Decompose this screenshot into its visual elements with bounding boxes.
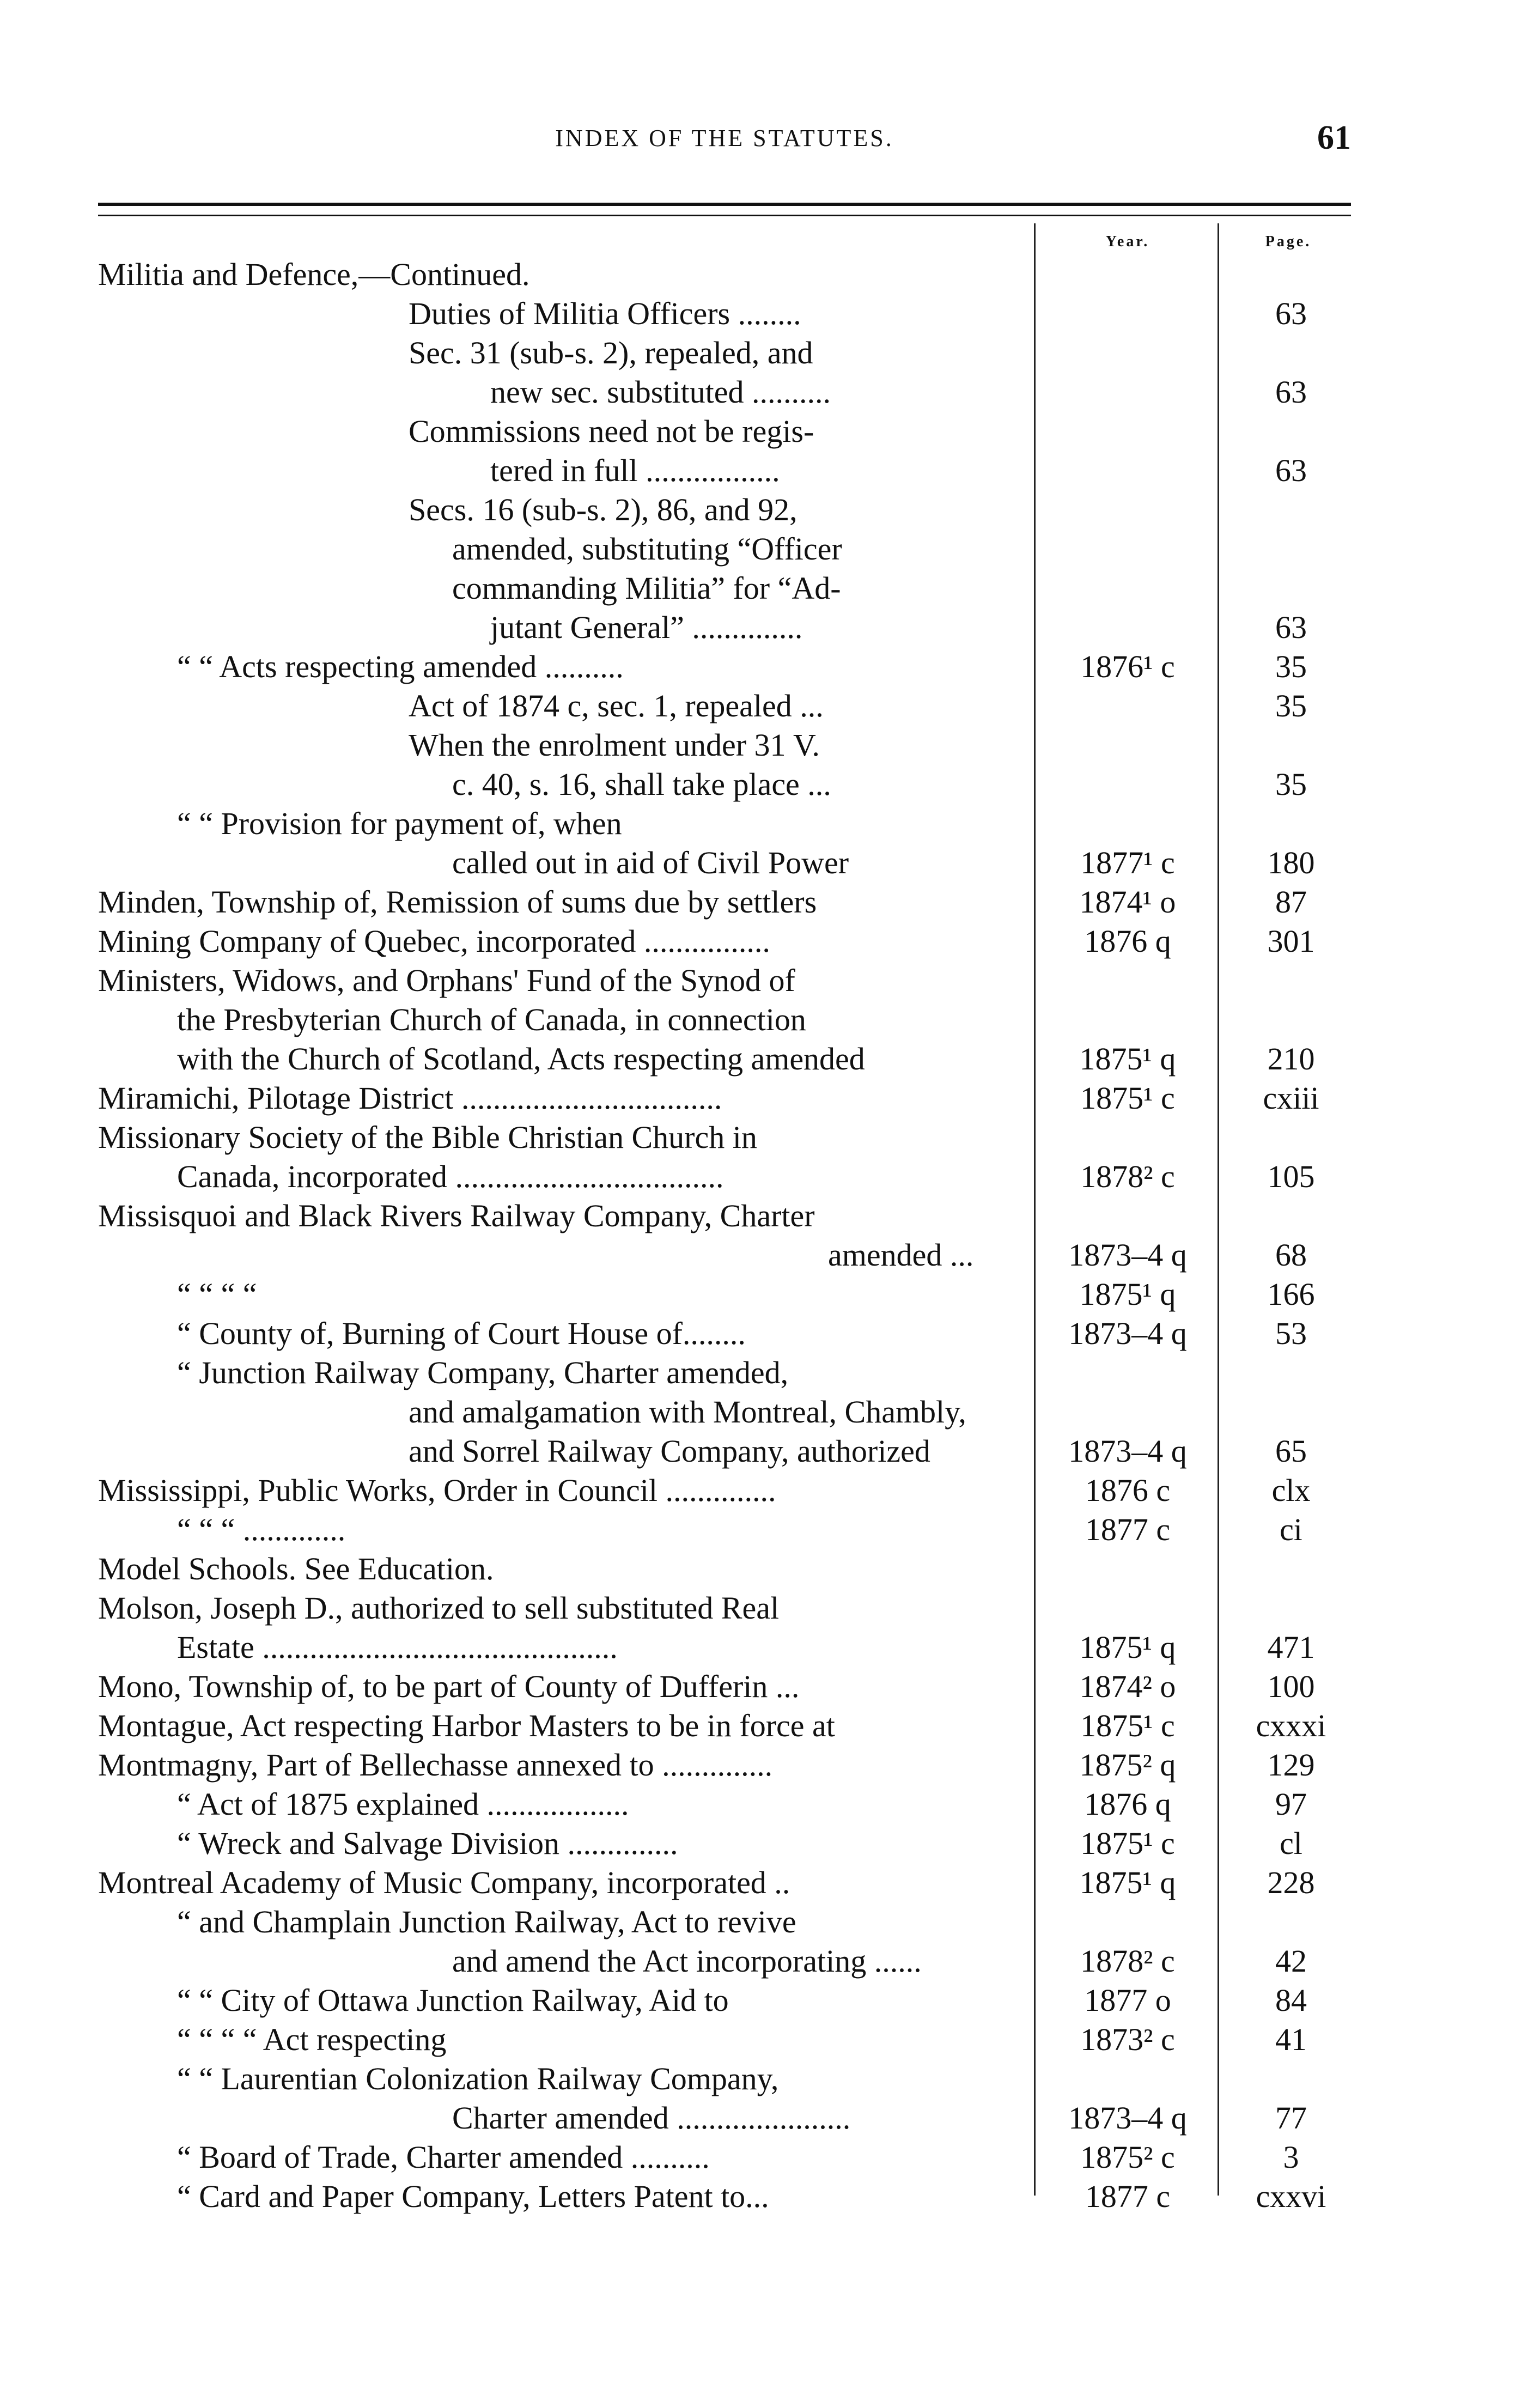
index-line (98, 1785, 1362, 1824)
entry-text: tered in full ................. (490, 453, 780, 488)
entry-page: 35 (1275, 688, 1307, 723)
entry-text: Minden, Township of, Remission of sums due by settlers (98, 884, 817, 920)
entry-text: Canada, incorporated .................................. (177, 1159, 724, 1194)
entry-page: 68 (1275, 1237, 1307, 1273)
index-line (98, 1706, 1362, 1746)
entry-year: 1874² o (1079, 1669, 1176, 1704)
year-column-heading: Year. (1105, 233, 1150, 250)
entry-page: 166 (1267, 1276, 1315, 1312)
page-header (98, 119, 1351, 168)
index-line (98, 333, 1362, 373)
entry-page: 63 (1275, 296, 1307, 331)
entry-year: 1876 c (1085, 1473, 1171, 1508)
entry-page: 97 (1275, 1786, 1307, 1822)
entry-text: Secs. 16 (sub-s. 2), 86, and 92, (409, 492, 798, 527)
index-line (98, 1471, 1362, 1510)
entry-year: 1877 c (1085, 2179, 1171, 2214)
index-line (98, 1628, 1362, 1667)
entry-text: “ “ “ “ Act respecting (177, 2022, 447, 2057)
entry-page: 35 (1275, 767, 1307, 802)
page-column-heading: Page. (1265, 233, 1312, 250)
index-line (98, 1667, 1362, 1706)
index-line (98, 1236, 1362, 1275)
index-entries (98, 255, 1362, 2216)
index-line (98, 922, 1362, 961)
entry-page: 41 (1275, 2022, 1307, 2057)
entry-year: 1875² c (1080, 2139, 1175, 2175)
entry-year: 1877¹ c (1080, 845, 1175, 880)
index-line (98, 1079, 1362, 1118)
entry-page: 53 (1275, 1316, 1307, 1351)
entry-year: 1875² q (1079, 1747, 1176, 1783)
entry-year: 1878² c (1080, 1943, 1175, 1979)
entry-year: 1874¹ o (1079, 884, 1176, 920)
entry-text: Miramichi, Pilotage District ................................. (98, 1080, 722, 1116)
entry-text: “ Board of Trade, Charter amended .......... (177, 2139, 710, 2175)
entry-text: new sec. substituted .......... (490, 374, 831, 410)
index-line (98, 490, 1362, 530)
index-line (98, 2099, 1362, 2138)
entry-text: Missionary Society of the Bible Christian Church in (98, 1120, 757, 1155)
entry-page: 129 (1267, 1747, 1315, 1783)
entry-year: 1875¹ c (1080, 1826, 1175, 1861)
entry-text: “ and Champlain Junction Railway, Act to revive (177, 1904, 796, 1939)
entry-text: the Presbyterian Church of Canada, in connection (177, 1002, 806, 1037)
entry-year: 1873–4 q (1068, 1316, 1187, 1351)
index-line (98, 843, 1362, 883)
index-line (98, 569, 1362, 608)
entry-page: 77 (1275, 2100, 1307, 2136)
index-line (98, 530, 1362, 569)
entry-text: “ County of, Burning of Court House of........ (177, 1316, 746, 1351)
header-rule-thick (98, 203, 1351, 206)
index-line (98, 1196, 1362, 1236)
entry-text: c. 40, s. 16, shall take place ... (452, 767, 831, 802)
entry-page: 35 (1275, 649, 1307, 684)
entry-year: 1875¹ q (1079, 1865, 1176, 1900)
entry-text: Militia and Defence,—Continued. (98, 257, 530, 292)
entry-text: Duties of Militia Officers ........ (409, 296, 801, 331)
entry-text: and Sorrel Railway Company, authorized (409, 1433, 930, 1469)
index-line (98, 2059, 1362, 2099)
entry-year: 1873–4 q (1068, 2100, 1187, 2136)
index-line (98, 1000, 1362, 1039)
index-line (98, 1902, 1362, 1942)
index-line (98, 647, 1362, 686)
entry-year: 1875¹ q (1079, 1629, 1176, 1665)
index-line (98, 726, 1362, 765)
entry-year: 1875¹ c (1080, 1080, 1175, 1116)
entry-year: 1873–4 q (1068, 1433, 1187, 1469)
entry-page: 65 (1275, 1433, 1307, 1469)
index-line (98, 1314, 1362, 1353)
running-title: INDEX OF THE STATUTES. (555, 125, 894, 151)
index-line (98, 1157, 1362, 1196)
index-line (98, 294, 1362, 333)
header-rule-thin (98, 215, 1351, 216)
entry-page: clx (1271, 1473, 1311, 1508)
index-line (98, 765, 1362, 804)
entry-text: jutant General” .............. (490, 610, 803, 645)
entry-text: Charter amended ...................... (452, 2100, 851, 2136)
entry-text: Montreal Academy of Music Company, incorporated .. (98, 1865, 790, 1900)
entry-text: Commissions need not be regis- (409, 414, 814, 449)
entry-text: “ “ Acts respecting amended .......... (177, 649, 624, 684)
entry-page: ci (1280, 1512, 1302, 1547)
entry-text: “ Junction Railway Company, Charter amended, (177, 1355, 789, 1390)
entry-text: Missisquoi and Black Rivers Railway Company, Charter (98, 1198, 815, 1233)
entry-text: When the enrolment under 31 V. (409, 727, 820, 763)
entry-year: 1875¹ c (1080, 1708, 1175, 1743)
index-line (98, 1353, 1362, 1392)
entry-text: with the Church of Scotland, Acts respecting amended (177, 1041, 865, 1077)
entry-page: 87 (1275, 884, 1307, 920)
entry-page: 471 (1267, 1629, 1315, 1665)
index-line (98, 1863, 1362, 1902)
index-line (98, 608, 1362, 647)
entry-text: called out in aid of Civil Power (452, 845, 849, 880)
entry-year: 1877 c (1085, 1512, 1171, 1547)
entry-year: 1876¹ c (1080, 649, 1175, 684)
entry-text: Montmagny, Part of Bellechasse annexed to .............. (98, 1747, 773, 1783)
entry-page: 228 (1267, 1865, 1315, 1900)
entry-year: 1875¹ q (1079, 1276, 1176, 1312)
index-line (98, 2020, 1362, 2059)
entry-text: “ Act of 1875 explained .................. (177, 1786, 629, 1822)
entry-text: Estate ............................................. (177, 1629, 618, 1665)
entry-year: 1876 q (1084, 923, 1171, 959)
entry-page: 63 (1275, 610, 1307, 645)
entry-page: 180 (1267, 845, 1315, 880)
entry-text: and amend the Act incorporating ...... (452, 1943, 922, 1979)
entry-text: Ministers, Widows, and Orphans' Fund of the Synod of (98, 963, 795, 998)
index-line (98, 1589, 1362, 1628)
index-line (98, 961, 1362, 1000)
entry-page: 42 (1275, 1943, 1307, 1979)
index-line (98, 1039, 1362, 1079)
entry-text: Act of 1874 c, sec. 1, repealed ... (409, 688, 824, 723)
index-line (98, 1942, 1362, 1981)
entry-text: and amalgamation with Montreal, Chambly, (409, 1394, 966, 1430)
index-line (98, 1275, 1362, 1314)
entry-text: Molson, Joseph D., authorized to sell substituted Real (98, 1590, 780, 1626)
entry-text: “ “ “ ............. (177, 1512, 346, 1547)
entry-page: cl (1280, 1826, 1302, 1861)
entry-text: commanding Militia” for “Ad- (452, 570, 841, 606)
index-line (98, 883, 1362, 922)
entry-text: Mono, Township of, to be part of County of Dufferin ... (98, 1669, 800, 1704)
entry-text: “ Card and Paper Company, Letters Patent to... (177, 2179, 769, 2214)
entry-page: 63 (1275, 453, 1307, 488)
entry-text: “ “ Provision for payment of, when (177, 806, 622, 841)
entry-text: “ “ Laurentian Colonization Railway Company, (177, 2061, 779, 2096)
entry-text: “ Wreck and Salvage Division .............. (177, 1826, 678, 1861)
entry-page: cxxvi (1256, 2179, 1326, 2214)
index-line (98, 451, 1362, 490)
entry-page: 3 (1283, 2139, 1299, 2175)
entry-year: 1873² c (1080, 2022, 1175, 2057)
entry-text: Mississippi, Public Works, Order in Council .............. (98, 1473, 776, 1508)
index-line (98, 686, 1362, 726)
entry-text: “ “ “ “ (177, 1276, 257, 1312)
index-line (98, 1549, 1362, 1589)
index-line (98, 1510, 1362, 1549)
index-line (98, 412, 1362, 451)
entry-page: cxiii (1263, 1080, 1319, 1116)
index-line (98, 255, 1362, 294)
entry-year: 1877 o (1084, 1983, 1171, 2018)
index-line (98, 2177, 1362, 2216)
index-line (98, 804, 1362, 843)
index-line (98, 1981, 1362, 2020)
index-line (98, 2138, 1362, 2177)
index-line (98, 1392, 1362, 1432)
entry-page: 301 (1267, 923, 1315, 959)
index-line (98, 1432, 1362, 1471)
entry-text: “ “ City of Ottawa Junction Railway, Aid to (177, 1983, 729, 2018)
entry-page: 105 (1267, 1159, 1315, 1194)
entry-text: Montague, Act respecting Harbor Masters to be in force at (98, 1708, 835, 1743)
entry-text: Mining Company of Quebec, incorporated ................ (98, 923, 770, 959)
entry-year: 1876 q (1084, 1786, 1171, 1822)
entry-page: 100 (1267, 1669, 1315, 1704)
entry-page: 63 (1275, 374, 1307, 410)
entry-text: Model Schools. See Education. (98, 1551, 494, 1586)
index-line (98, 1118, 1362, 1157)
entry-text: amended, substituting “Officer (452, 531, 842, 567)
entry-year: 1875¹ q (1079, 1041, 1176, 1077)
entry-page: cxxxi (1256, 1708, 1326, 1743)
index-line (98, 373, 1362, 412)
index-line (98, 1746, 1362, 1785)
page-number: 61 (1317, 119, 1351, 156)
entry-text: Sec. 31 (sub-s. 2), repealed, and (409, 335, 813, 370)
entry-text: amended ... (828, 1237, 974, 1273)
entry-year: 1878² c (1080, 1159, 1175, 1194)
entry-page: 84 (1275, 1983, 1307, 2018)
index-line (98, 1824, 1362, 1863)
entry-page: 210 (1267, 1041, 1315, 1077)
entry-year: 1873–4 q (1068, 1237, 1187, 1273)
